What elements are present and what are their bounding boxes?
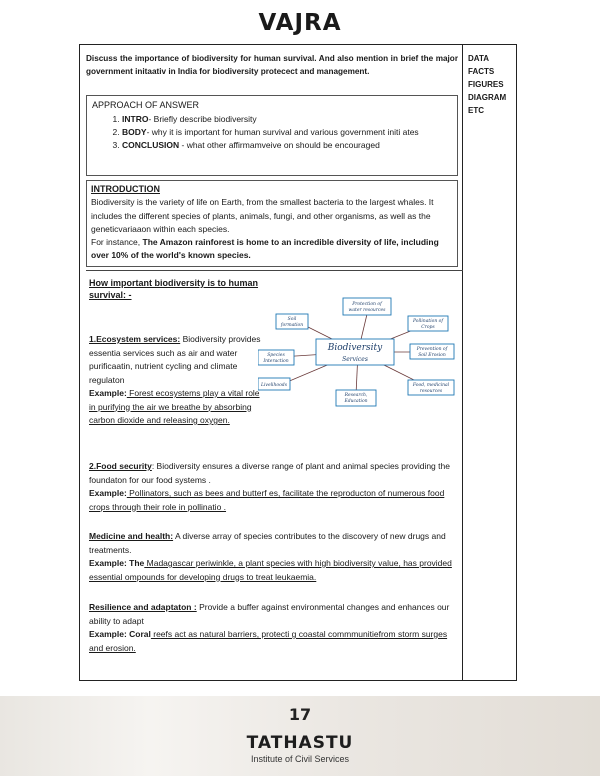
side-label-etc: ETC: [468, 106, 484, 115]
approach-item: [122, 139, 452, 152]
side-label-facts: FACTS: [468, 67, 495, 76]
org-subtitle: Institute of Civil Services: [250, 754, 350, 764]
question-text: Discuss the importance of biodiversity for human survival. And also mention in brief the major government initaativ in India for biodiversity protecect and management.: [86, 54, 458, 76]
side-label-figures: FIGURES: [468, 80, 504, 89]
introduction-example: [91, 236, 453, 263]
introduction-title: INTRODUCTION: [91, 184, 160, 194]
section-text: : Biodiversity ensures a diverse range of plant and animal species providing the foundaton for our food systems .: [89, 461, 450, 485]
importance-heading: How important biodiversity is to human survival: -: [89, 278, 259, 300]
approach-box: [86, 95, 458, 176]
biodiversity-services-diagram: [258, 292, 458, 412]
section-text: Provide a buffer against environmental changes and enhances our ability to adapt: [89, 602, 450, 626]
section-text: A diverse array of species contributes to the discovery of new drugs and treatments.: [89, 531, 446, 555]
approach-item-text: - Briefly describe biodiversity: [148, 114, 257, 124]
approach-list: [92, 113, 452, 152]
node-label: Prevention of: [416, 347, 448, 352]
side-label-data: DATA: [468, 54, 490, 63]
node-label: Protection of: [352, 302, 382, 307]
food-security-section: [89, 460, 454, 514]
node-label: water resources: [348, 308, 386, 313]
section-text: Biodiversity provides essentia services such as air and water purificaatin, nutrient cycling and climate regulaton: [89, 334, 261, 385]
node-label: Education: [344, 399, 368, 404]
node-label: Crops: [421, 325, 435, 330]
page-number: 17: [288, 705, 312, 724]
example-text: Forest ecosystems play a vital role in purifying the air we breathe by absorbing carbon dioxide and releasing oxygen.: [89, 388, 260, 425]
node-label: Research,: [344, 393, 368, 398]
example-bold: The Amazon rainforest is home to an incredible diversity of life, including over 10% of the world's known species.: [91, 237, 439, 261]
resilience-section: [89, 601, 454, 655]
center-sublabel: Services: [342, 356, 368, 363]
example-label: Example: The: [89, 558, 145, 568]
section-title: Medicine and health:: [89, 531, 174, 541]
node-label: Interaction: [263, 359, 289, 364]
introduction-box: [86, 180, 458, 267]
node-label: formation: [280, 323, 304, 328]
example-text: reefs act as natural barriers, protecti g coastal commmunitiefrom storm surges and erosion.: [89, 629, 448, 653]
approach-item-text: - why it is important for human survival and various government initi ates: [146, 127, 419, 137]
side-label-diagram: DIAGRAM: [468, 93, 507, 102]
medicine-health-section: [89, 530, 454, 584]
node-label: Species: [267, 353, 285, 358]
example-label: Example:: [89, 488, 127, 498]
page-title: VAJRA: [258, 10, 342, 36]
ecosystem-services-section: [89, 333, 264, 428]
section-title: 1.Ecosystem services:: [89, 334, 181, 344]
section-title: Resilience and adaptaton :: [89, 602, 197, 612]
node-label: Livelihoods: [260, 383, 288, 388]
side-column: [462, 44, 517, 681]
approach-title: APPROACH OF ANSWER: [92, 100, 200, 110]
example-label: Example:: [89, 388, 127, 398]
approach-item: [122, 126, 452, 139]
example-text: Madagascar periwinkle, a plant species with high biodiversity value, has provided essential ompounds for developing drugs to treat leukaemia.: [89, 558, 452, 582]
approach-item-text: - what other affirmamveive on should be encouraged: [179, 140, 380, 150]
approach-item-label: BODY: [122, 127, 147, 137]
center-label: Biodiversity: [327, 343, 383, 353]
approach-item-label: INTRO: [122, 114, 149, 124]
approach-item: [122, 113, 452, 126]
section-title: 2.Food security: [89, 461, 152, 471]
section-divider: [86, 270, 463, 271]
approach-item-label: CONCLUSION: [122, 140, 180, 150]
node-label: Soil Erosion: [418, 353, 446, 358]
example-prefix: For instance,: [91, 237, 143, 248]
page-footer: [0, 696, 600, 776]
node-label: Food, medicinal: [412, 383, 450, 388]
node-label: Pollination of: [412, 319, 444, 324]
org-name: TATHASTU: [246, 733, 354, 753]
node-label: Soil: [287, 317, 297, 322]
node-label: resources: [419, 389, 443, 394]
example-text: Pollinators, such as bees and butterf es, facilitate the reproducton of numerous food crops through their role in pollinatio .: [89, 488, 445, 512]
introduction-text: Biodiversity is the variety of life on Earth, from the smallest bacteria to the largest whales. It includes the different species of plants, animals, fungi, and other organisms, as well as the geneticvariaaon within each species.: [91, 197, 434, 234]
example-label: Example: Coral: [89, 629, 151, 639]
